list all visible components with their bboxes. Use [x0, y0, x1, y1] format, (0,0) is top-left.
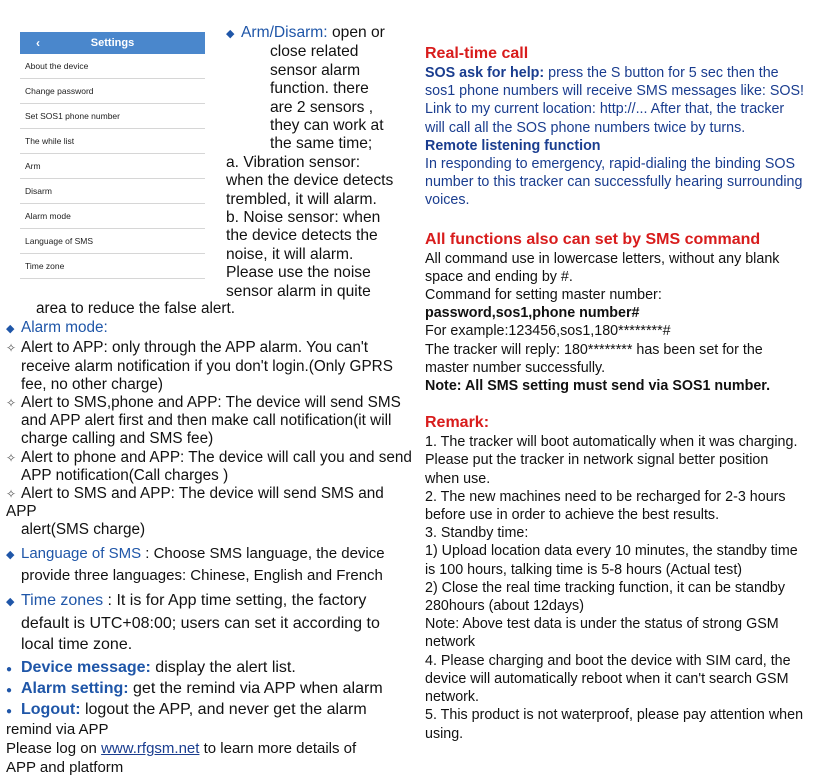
diamond-bullet-icon [6, 319, 21, 338]
arm-tail: area to reduce the false alert. [36, 300, 235, 317]
alarm-mode-line: receive alarm notification if you don't login.(Only GPRS [21, 357, 393, 375]
settings-item-arm[interactable]: Arm [20, 154, 205, 179]
remark-line: 4. Please charging and boot the device with SIM card, the [425, 652, 791, 669]
settings-item-time-zone[interactable]: Time zone [20, 254, 205, 279]
remark-line: 5. This product is not waterproof, please pay attention when [425, 707, 804, 724]
language-text: : Choose SMS language, the device [141, 544, 385, 562]
remark-line: 2. The new machines need to be recharged for 2-3 hours [425, 488, 786, 505]
diamond-bullet-icon [6, 590, 21, 613]
arm-line: when the device detects [226, 172, 394, 190]
logout-text: remind via APP [6, 721, 109, 739]
rfgsm-link[interactable]: www.rfgsm.net [101, 740, 200, 758]
sos-text: Link to my current location: http://... After that, the tracker [425, 101, 785, 118]
footer-text: to learn more details of [199, 740, 357, 758]
alarm-mode-line: Alert to SMS,phone and APP: The device will send SMS [21, 394, 401, 412]
remote-listening-title: Remote listening function [425, 137, 601, 154]
arm-disarm-section [226, 24, 421, 301]
arm-line: the device detects the [226, 227, 378, 245]
remark-line: 3. Standby time: [425, 525, 529, 542]
remote-text: number to this tracker can successfully hearing surrounding [425, 174, 803, 191]
logout-text: logout the APP, and never get the alarm [80, 701, 367, 719]
timezone-text: local time zone. [21, 636, 133, 654]
alarm-mode-line: and APP alert first and then make call notification(it will [21, 412, 392, 430]
alarm-mode-heading: Alarm mode: [21, 319, 108, 337]
settings-header [20, 32, 205, 54]
timezone-text: : It is for App time setting, the factory [103, 592, 367, 610]
remark-title: Remark: [425, 414, 490, 432]
settings-item-language[interactable]: Language of SMS [20, 229, 205, 254]
sms-reply: master number successfully. [425, 359, 606, 376]
settings-item-disarm[interactable]: Disarm [20, 179, 205, 204]
arm-line: are 2 sensors , [270, 98, 374, 116]
star-bullet-icon [6, 449, 21, 467]
alarm-mode-line: fee, no other charge) [21, 375, 164, 393]
footer-text: APP and platform [6, 759, 124, 777]
diamond-bullet-icon [6, 545, 21, 564]
sms-reply: The tracker will reply: 180******** has been set for the [425, 341, 763, 358]
sms-text: Command for setting master number: [425, 287, 662, 304]
alarm-setting-text: get the remind via APP when alarm [128, 680, 383, 698]
footer-text: Please log on [6, 740, 102, 758]
alarm-mode-line: charge calling and SMS fee) [21, 430, 214, 448]
chevron-left-icon[interactable]: ‹ [36, 36, 40, 50]
right-text-column [425, 44, 825, 743]
remark-line: is 100 hours, talking time is 5-8 hours (Actual test) [425, 561, 743, 578]
arm-line: noise, it will alarm. [226, 245, 354, 263]
language-text: provide three languages: Chinese, English and French [21, 566, 383, 584]
remark-line: 2) Close the real time tracking function, it can be standby [425, 579, 785, 596]
arm-line: function. there [270, 80, 369, 98]
diamond-bullet-icon [226, 24, 241, 43]
dot-bullet-icon [6, 679, 21, 700]
alarm-mode-line: Alert to APP: only through the APP alarm. You can't [21, 339, 369, 357]
settings-screenshot [20, 32, 205, 290]
arm-line: the same time; [270, 135, 373, 153]
remark-line: device will automatically reboot when it can't search GSM [425, 670, 789, 687]
alarm-mode-line: Alert to SMS and APP: The device will send SMS and APP [6, 485, 384, 521]
star-bullet-icon [6, 485, 21, 503]
sos-text: sos1 phone numbers will receive SMS messages like: SOS! [425, 83, 805, 100]
settings-item-sos1[interactable]: Set SOS1 phone number [20, 104, 205, 129]
timezone-text: default is UTC+08:00; users can set it according to [21, 615, 380, 633]
arm-line: close related [270, 43, 359, 61]
settings-item-about[interactable]: About the device [20, 54, 205, 79]
settings-item-change-password[interactable]: Change password [20, 79, 205, 104]
arm-line: b. Noise sensor: when [226, 209, 381, 227]
alarm-mode-line: APP notification(Call charges ) [21, 466, 229, 484]
language-heading: Language of SMS [21, 544, 142, 562]
settings-item-while-list[interactable]: The while list [20, 129, 205, 154]
remark-line: using. [425, 725, 464, 742]
remark-line: 1) Upload location data every 10 minutes, the standby time [425, 543, 798, 560]
remark-line: network. [425, 689, 480, 706]
left-text-column [6, 300, 416, 777]
arm-line: they can work at [270, 117, 384, 135]
arm-line: trembled, it will alarm. [226, 190, 377, 208]
alarm-mode-line: alert(SMS charge) [21, 521, 146, 539]
remark-line: Please put the tracker in network signal better position [425, 452, 769, 469]
sms-command-title: All functions also can set by SMS command [425, 230, 761, 248]
settings-title: Settings [90, 37, 135, 49]
timezone-heading: Time zones [21, 592, 104, 610]
sos-label: SOS ask for help: [425, 65, 545, 81]
remark-line: Note: Above test data is under the status of strong GSM [425, 616, 779, 633]
settings-item-alarm-mode[interactable]: Alarm mode [20, 204, 205, 229]
remark-line: when use. [425, 470, 491, 487]
sms-command-syntax: password,sos1,phone number# [425, 305, 640, 322]
sms-text: space and ending by #. [425, 268, 573, 285]
remark-line: 280hours (about 12days) [425, 598, 584, 615]
remark-line: network [425, 634, 476, 651]
arm-line: Please use the noise [226, 264, 371, 282]
device-message-text: display the alert list. [150, 659, 296, 677]
remote-text: In responding to emergency, rapid-dialing the binding SOS [425, 156, 796, 173]
arm-heading: Arm/Disarm: [241, 24, 328, 41]
realtime-call-title: Real-time call [425, 45, 529, 62]
sos-text: press the S button for 5 sec then the [544, 65, 779, 81]
alarm-setting-heading: Alarm setting: [21, 680, 129, 698]
star-bullet-icon [6, 339, 21, 357]
remark-list [425, 433, 825, 742]
remark-line: 1. The tracker will boot automatically when it was charging. [425, 434, 798, 451]
star-bullet-icon [6, 394, 21, 412]
sms-text: All command use in lowercase letters, without any blank [425, 250, 780, 267]
device-message-heading: Device message: [21, 659, 151, 677]
dot-bullet-icon [6, 658, 21, 679]
sos-text: will call all the SOS phone numbers twice by turns. [425, 119, 746, 136]
sms-example: For example:123456,sos1,180********# [425, 323, 671, 340]
dot-bullet-icon [6, 700, 21, 721]
arm-line: sensor alarm in quite [226, 282, 371, 300]
remote-text: voices. [425, 192, 470, 209]
sms-note: Note: All SMS setting must send via SOS1 number. [425, 378, 771, 395]
arm-line: sensor alarm [270, 61, 361, 79]
arm-line: a. Vibration sensor: [226, 153, 361, 171]
logout-heading: Logout: [21, 701, 81, 719]
remark-line: before use in order to achieve the best results. [425, 507, 720, 524]
alarm-mode-line: Alert to phone and APP: The device will call you and send [21, 448, 412, 466]
arm-line: open or [331, 24, 385, 41]
